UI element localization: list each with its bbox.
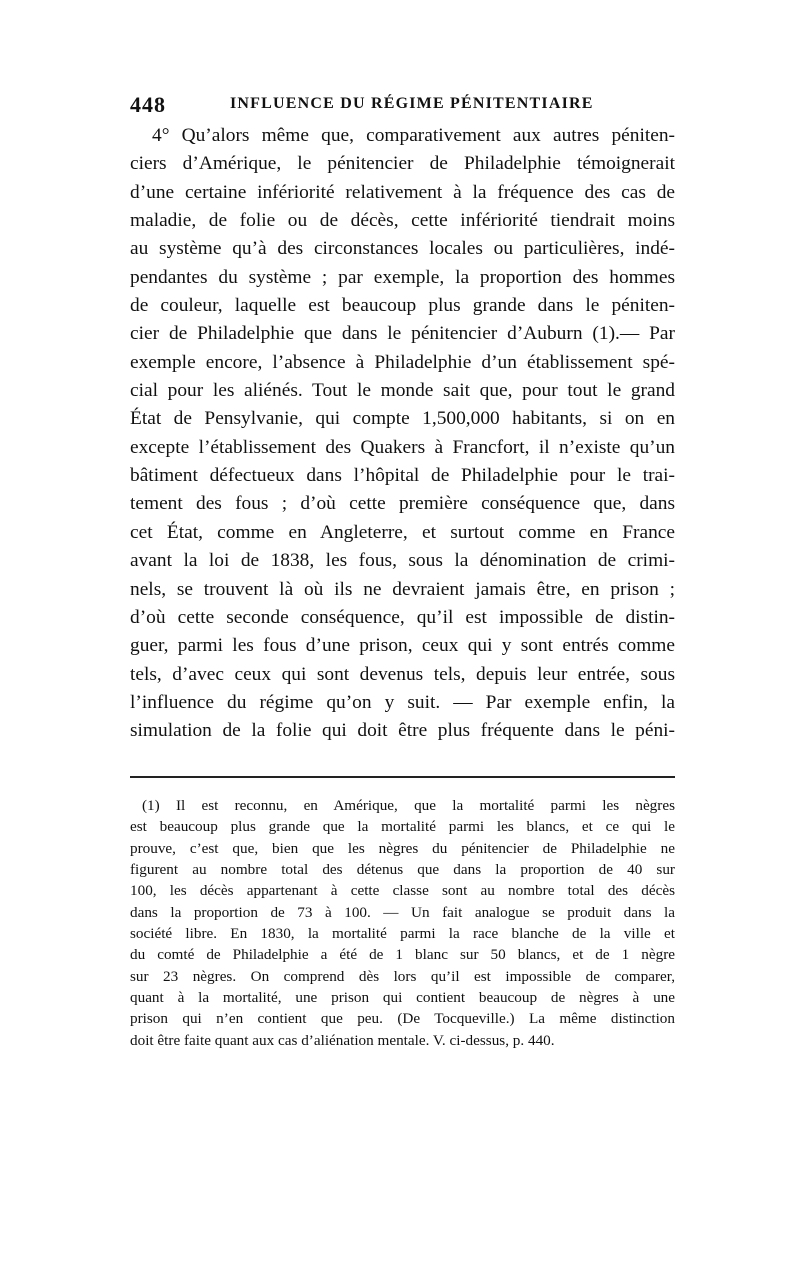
- body-line: excepte l’établissement des Quakers à Francfort, il n’existe qu’un: [130, 436, 675, 458]
- body-line: au système qu’à des circonstances locales ou particulières, indé-: [130, 238, 675, 260]
- body-line: d’une certaine infériorité relativement à la fréquence des cas de: [130, 181, 675, 203]
- body-line: nels, se trouvent là où ils ne devraient jamais être, en prison ;: [130, 578, 675, 600]
- body-line: l’influence du régime qu’on y suit. — Par exemple enfin, la: [130, 691, 675, 713]
- body-line: exemple encore, l’absence à Philadelphie d’un établissement spé-: [130, 351, 675, 373]
- body-line: cier de Philadelphie que dans le pénitencier d’Auburn (1).— Par: [130, 323, 675, 345]
- body-line: cet État, comme en Angleterre, et surtout comme en France: [130, 521, 675, 543]
- body-line: avant la loi de 1838, les fous, sous la dénomination de crimi-: [130, 550, 675, 572]
- page-number: 448: [130, 92, 166, 117]
- footnote-line: doit être faite quant aux cas d’aliénation mentale. V. ci-dessus, p. 440.: [130, 1031, 555, 1049]
- footnote-line: est beaucoup plus grande que la mortalité parmi les blancs, et ce qui le: [130, 818, 675, 836]
- footnote-line: dans la proportion de 73 à 100. — Un fait analogue se produit dans la: [130, 903, 675, 921]
- main-paragraph: [130, 122, 675, 746]
- body-line: tement des fous ; d’où cette première conséquence que, dans: [130, 493, 675, 515]
- page-header: [130, 92, 675, 116]
- footnote-line: du comté de Philadelphie a été de 1 blanc sur 50 blancs, et de 1 nègre: [130, 946, 675, 964]
- body-line: d’où cette seconde conséquence, qu’il est impossible de distin-: [130, 606, 675, 628]
- footnote-line: quant à la mortalité, une prison qui contient beaucoup de nègres à une: [130, 989, 675, 1007]
- footnote-line: société libre. En 1830, la mortalité parmi la race blanche de la ville et: [130, 925, 675, 943]
- footnote-separator: [130, 776, 675, 778]
- body-line: guer, parmi les fous d’une prison, ceux qui y sont entrés comme: [130, 635, 675, 657]
- footnote: [130, 795, 675, 1051]
- body-line: ciers d’Amérique, le pénitencier de Philadelphie témoignerait: [130, 153, 675, 175]
- footnote-line: (1) Il est reconnu, en Amérique, que la mortalité parmi les nègres: [142, 797, 675, 814]
- footnote-line: 100, les décès appartenant à cette classe sont au nombre total des décès: [130, 882, 675, 900]
- body-line: simulation de la folie qui doit être plus fréquente dans le péni-: [130, 720, 675, 742]
- body-line: de couleur, laquelle est beaucoup plus grande dans le péniten-: [130, 295, 675, 317]
- footnote-line: prouve, c’est que, bien que les nègres du pénitencier de Philadelphie ne: [130, 839, 675, 857]
- body-line: cial pour les aliénés. Tout le monde sait que, pour tout le grand: [130, 380, 675, 402]
- footnote-line: figurent au nombre total des détenus que dans la proportion de 40 sur: [130, 861, 675, 879]
- footnote-line: sur 23 nègres. On comprend dès lors qu’il est impossible de comparer,: [130, 967, 675, 985]
- body-line: 4° Qu’alors même que, comparativement aux autres péniten-: [152, 125, 675, 146]
- footnote-line: prison qui n’en contient que peu. (De Tocqueville.) La même distinction: [130, 1010, 675, 1028]
- body-line: bâtiment défectueux dans l’hôpital de Philadelphie pour le trai-: [130, 465, 675, 487]
- body-line: État de Pensylvanie, qui compte 1,500,000 habitants, si on en: [130, 408, 675, 430]
- body-line: maladie, de folie ou de décès, cette infériorité tiendrait moins: [130, 210, 675, 232]
- running-title: INFLUENCE DU RÉGIME PÉNITENTIAIRE: [230, 95, 594, 112]
- body-line: pendantes du système ; par exemple, la proportion des hommes: [130, 266, 675, 288]
- body-line: tels, d’avec ceux qui sont devenus tels, depuis leur entrée, sous: [130, 663, 675, 685]
